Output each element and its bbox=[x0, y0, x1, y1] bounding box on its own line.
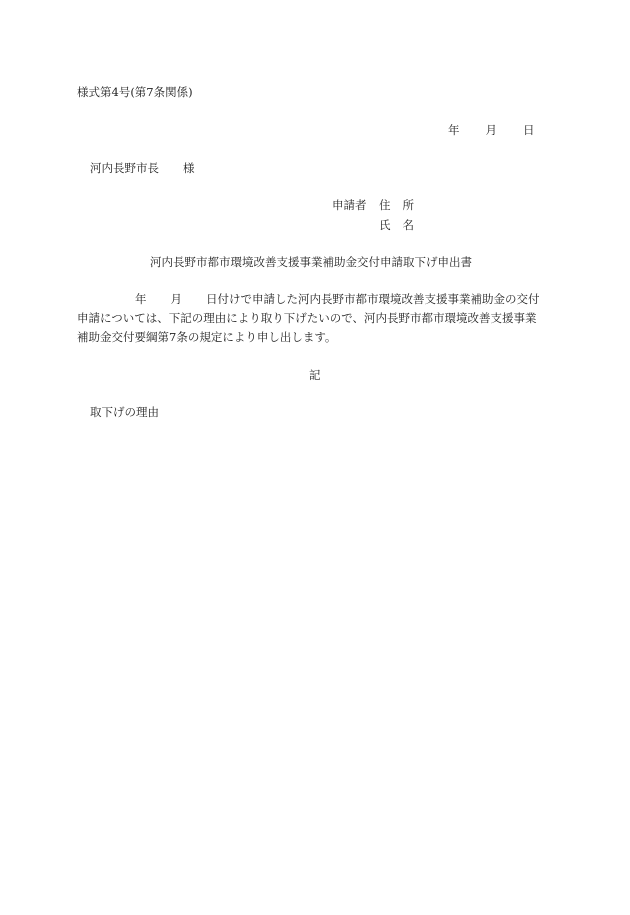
form-number: 様式第4号(第7条関係) bbox=[77, 85, 193, 99]
address-label-1: 住 bbox=[379, 198, 391, 212]
document-title: 河内長野市都市環境改善支援事業補助金交付申請取下げ申出書 bbox=[150, 255, 472, 269]
date-year-label: 年 bbox=[448, 123, 460, 137]
applicant-address-label bbox=[379, 200, 414, 212]
date-line bbox=[448, 125, 535, 137]
date-day-label: 日 bbox=[523, 123, 535, 137]
applicant-name-label bbox=[379, 220, 414, 232]
body-line1-text: 日付けで申請した河内長野市都市環境改善支援事業補助金の交付 bbox=[206, 292, 540, 306]
date-month-label: 月 bbox=[485, 123, 497, 137]
addressee-name: 河内長野市長 bbox=[90, 161, 159, 175]
addressee bbox=[90, 163, 195, 175]
ki-heading: 記 bbox=[309, 368, 321, 382]
body-year-label: 年 bbox=[135, 292, 147, 306]
body-line-2: 申請については、下記の理由により取り下げたいので、河内長野市都市環境改善支援事業 bbox=[77, 311, 537, 325]
addressee-honorific: 様 bbox=[183, 161, 195, 175]
reason-label: 取下げの理由 bbox=[90, 405, 159, 419]
body-line-1 bbox=[77, 294, 540, 306]
name-label-1: 氏 bbox=[379, 218, 391, 232]
applicant-label: 申請者 bbox=[332, 198, 367, 212]
address-label-2: 所 bbox=[402, 198, 414, 212]
body-month-label: 月 bbox=[170, 292, 182, 306]
name-label-2: 名 bbox=[402, 218, 414, 232]
body-line-3: 補助金交付要綱第7条の規定により申し出します。 bbox=[77, 330, 337, 344]
